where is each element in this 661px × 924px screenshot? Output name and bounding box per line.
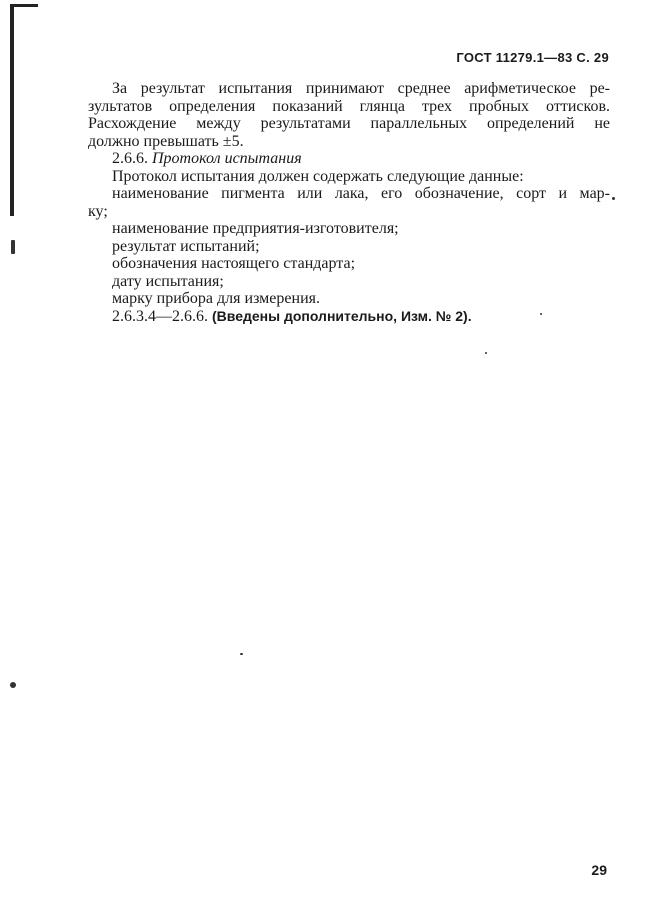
list-item: марку прибора для измерения. [112, 290, 320, 307]
list-item: дату испытания; [112, 272, 224, 290]
paragraph-line: За результат испытания принимают среднее арифметическое ре- [112, 80, 610, 97]
scan-speck [240, 653, 243, 655]
paragraph-line: Протокол испытания должен содержать следующие данные: [112, 167, 524, 185]
amendment-note [88, 308, 610, 326]
amendment-text: (Введены дополнительно, Изм. № 2). [212, 307, 472, 324]
section-number: 2.6.6. [112, 150, 148, 167]
scan-speck [10, 682, 16, 688]
paragraph-line: Расхождение между результатами параллельных определений не [88, 115, 610, 132]
list-item: наименование пигмента или лака, его обозначение, сорт и мар- [112, 185, 610, 202]
scan-speck [485, 352, 487, 354]
scan-edge-left [10, 6, 14, 216]
scan-edge-top [10, 4, 38, 7]
list-item: наименование предприятия-изготовителя; [112, 220, 399, 237]
page-number: 29 [591, 862, 607, 878]
section-title: Протокол испытания [152, 150, 302, 167]
paragraph-line: зультатов определения показаний глянца трех пробных оттисков. [88, 97, 610, 115]
list-item: результат испытаний; [112, 237, 260, 255]
scan-speck [612, 197, 615, 200]
scan-speck [11, 240, 15, 254]
document-body [88, 80, 610, 325]
list-item: обозначения настоящего стандарта; [112, 255, 356, 272]
list-item-continuation: ку; [88, 202, 108, 220]
section-heading [88, 150, 610, 168]
running-header: ГОСТ 11279.1—83 С. 29 [456, 50, 609, 65]
amendment-reference: 2.6.3.4—2.6.6. [112, 307, 208, 325]
paragraph-line: должно превышать ±5. [88, 132, 244, 150]
